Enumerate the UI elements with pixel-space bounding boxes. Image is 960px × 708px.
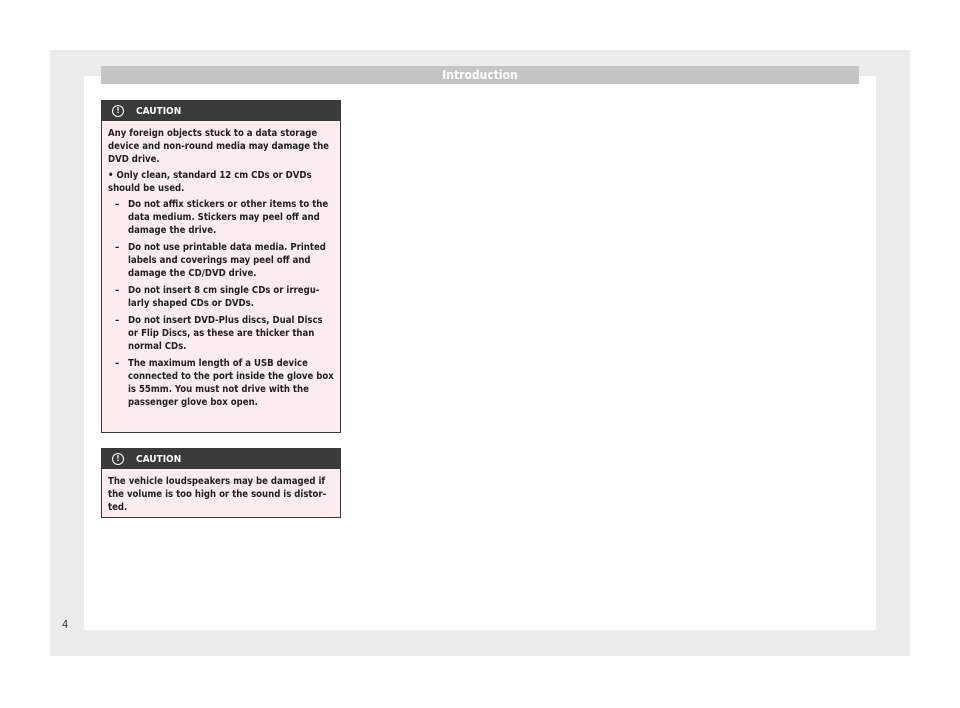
dash-icon: –: [115, 315, 120, 326]
caution-header: [102, 449, 340, 469]
caution-title: CAUTION: [136, 453, 182, 465]
caution-bullet: [108, 169, 334, 195]
dash-icon: –: [115, 242, 120, 253]
bullet-icon: •: [108, 170, 117, 181]
dash-icon: –: [115, 285, 120, 296]
caution-body: [102, 469, 340, 523]
section-header: Introduction: [101, 66, 859, 84]
list-item: – Do not insert DVD-Plus discs, Dual Discs or Flip Discs, as these are thicker than normal CDs.: [115, 315, 323, 352]
list-item: – Do not affix stickers or other items to the data medium. Stickers may peel off and damage the drive.: [115, 199, 329, 236]
warning-icon: !: [112, 105, 124, 117]
caution-box-loudspeakers: [101, 448, 341, 518]
caution-list: [108, 198, 334, 409]
caution-intro: Any foreign objects stuck to a data storage device and non-round media may damage the DVD drive.: [108, 128, 329, 165]
dash-icon: –: [115, 358, 120, 369]
warning-icon: !: [112, 453, 124, 465]
caution-body: [102, 121, 340, 419]
caution-text: The vehicle loudspeakers may be damaged if the volume is too high or the sound is distor-ted.: [108, 476, 327, 513]
list-item: – Do not insert 8 cm single CDs or irregu-larly shaped CDs or DVDs.: [115, 285, 320, 309]
dash-icon: –: [115, 199, 120, 210]
list-item: – The maximum length of a USB device connected to the port inside the glove box is 55mm. You must not drive with the passenger glove box open.: [115, 358, 334, 408]
list-item: – Do not use printable data media. Printed labels and coverings may peel off and damage the CD/DVD drive.: [115, 242, 326, 279]
caution-bullet-text: Only clean, standard 12 cm CDs or DVDs should be used.: [108, 170, 312, 194]
caution-title: CAUTION: [136, 105, 182, 117]
caution-box-media: [101, 100, 341, 433]
page-number: 4: [62, 618, 69, 631]
caution-header: [102, 101, 340, 121]
